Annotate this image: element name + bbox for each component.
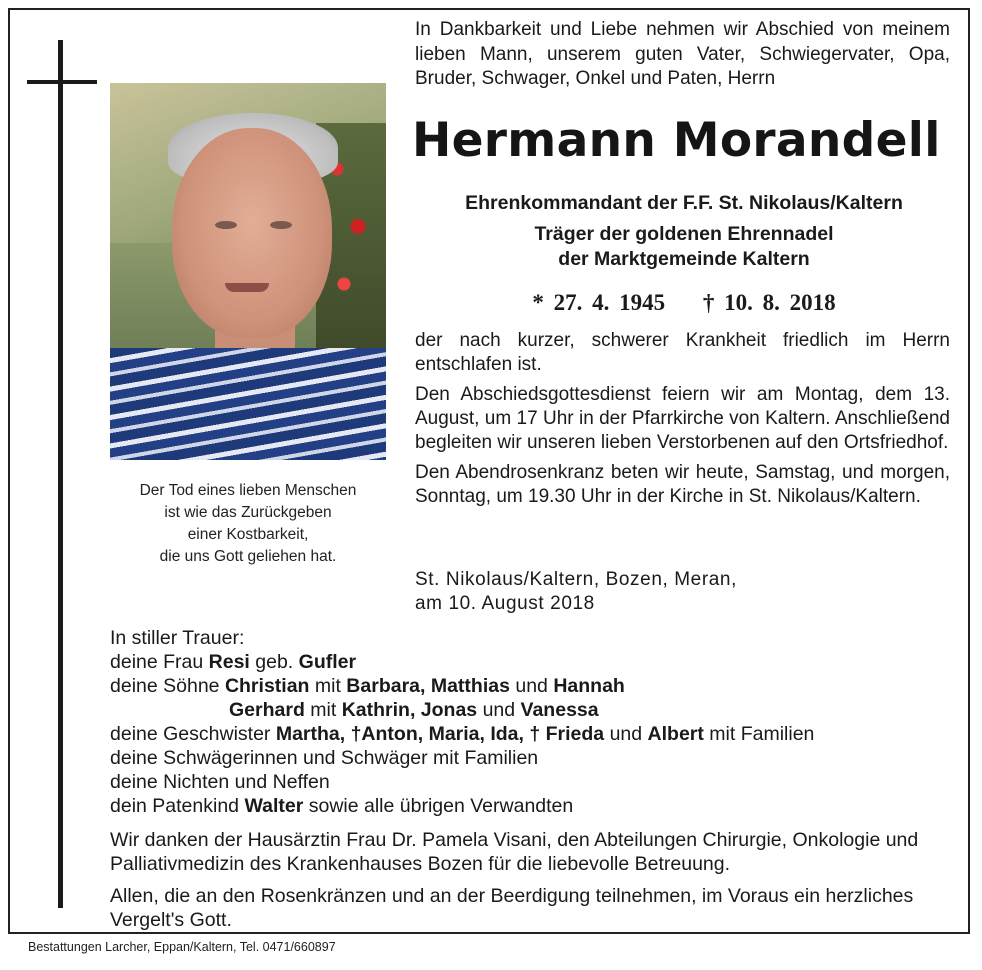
intro-text: In Dankbarkeit und Liebe nehmen wir Abschied von meinem lieben Mann, unserem guten Vater, Schwiegervater, Opa, Bruder, Schwager, Onkel und Paten, Herrn <box>415 19 950 89</box>
mourner-inlaws: deine Schwägerinnen und Schwäger mit Familien <box>110 747 539 769</box>
caption-line: ist wie das Zurückgeben <box>164 504 332 521</box>
mourner-siblings: deine Geschwister Martha, †Anton, Maria, Ida, † Frieda und Albert mit Familien <box>110 723 815 745</box>
death-date: † 10. 8. 2018 <box>702 290 836 315</box>
mourner-nieces: deine Nichten und Neffen <box>110 771 330 793</box>
cross-icon <box>58 40 63 908</box>
mourners-list <box>110 626 940 818</box>
thanks-section <box>110 828 950 940</box>
mourner-sons-second: Gerhard mit Kathrin, Jonas und Vanessa <box>229 699 599 721</box>
deceased-name: Hermann Morandell <box>412 113 941 168</box>
thanks-paragraph: Allen, die an den Rosenkränzen und an der Beerdigung teilnehmen, im Voraus ein herzliches Vergelt's Gott. <box>110 885 914 931</box>
place-line: St. Nikolaus/Kaltern, Bozen, Meran, <box>415 569 737 590</box>
honor-line: Ehrenkommandant der F.F. St. Nikolaus/Kaltern <box>465 192 903 214</box>
honor-line: Träger der goldenen Ehrennadel <box>534 223 834 245</box>
life-dates <box>415 290 953 316</box>
mourner-godchild: dein Patenkind Walter sowie alle übrigen Verwandten <box>110 795 574 817</box>
caption-line: Der Tod eines lieben Menschen <box>139 482 357 499</box>
honor-line: der Marktgemeinde Kaltern <box>558 248 810 270</box>
caption-line: die uns Gott geliehen hat. <box>159 548 337 565</box>
portrait-photo <box>110 83 386 460</box>
mourner-wife: deine Frau Resi geb. Gufler <box>110 651 357 673</box>
honors <box>415 191 953 272</box>
mourners-heading: In stiller Trauer: <box>110 627 245 649</box>
announcement-body <box>415 329 950 515</box>
thanks-paragraph: Wir danken der Hausärztin Frau Dr. Pamela Visani, den Abteilungen Chirurgie, Onkologie und Palliativmedizin des Krankenhauses Bozen für die liebevolle Betreuung. <box>110 829 919 875</box>
body-paragraph: Den Abschiedsgottesdienst feiern wir am Montag, dem 13. August, um 17 Uhr in der Pfarrkirche von Kaltern. Anschließend begleiten wir unseren lieben Verstorbenen auf den Ortsfriedhof. <box>415 384 950 453</box>
cross-icon-bar <box>27 80 97 84</box>
body-paragraph: der nach kurzer, schwerer Krankheit friedlich im Herrn entschlafen ist. <box>415 330 950 375</box>
caption-line: einer Kostbarkeit, <box>187 526 309 543</box>
funeral-home-footer: Bestattungen Larcher, Eppan/Kaltern, Tel. 0471/660897 <box>28 940 336 954</box>
place-date <box>415 568 835 616</box>
date-line: am 10. August 2018 <box>415 593 595 614</box>
photo-caption <box>110 480 386 568</box>
mourner-sons: deine Söhne Christian mit Barbara, Matthias und Hannah <box>110 675 625 697</box>
body-paragraph: Den Abendrosenkranz beten wir heute, Samstag, und morgen, Sonntag, um 19.30 Uhr in der Kirche in St. Nikolaus/Kaltern. <box>415 462 950 507</box>
birth-date: * 27. 4. 1945 <box>532 290 666 315</box>
